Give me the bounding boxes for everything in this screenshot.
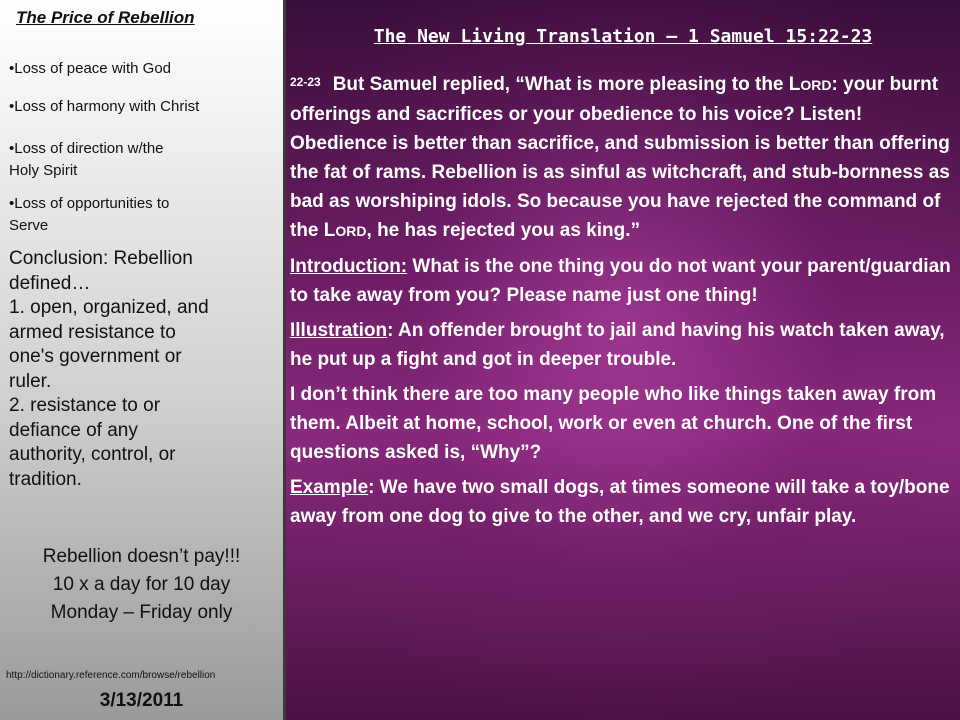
pay-line: Rebellion doesn’t pay!!! <box>42 546 241 567</box>
conclusion-line: ruler. <box>9 370 52 392</box>
introduction-label: Introduction: <box>290 256 408 277</box>
conclusion-line: defiance of any <box>9 419 138 441</box>
conclusion-line: authority, control, or <box>9 444 176 465</box>
example-text: : We have two small dogs, at times someone will take a toy/bone away from one dog to give to the other, and we cry, unfair play. <box>290 477 950 527</box>
illustration-paragraph <box>290 316 958 374</box>
conclusion-line: 1. open, organized, and <box>9 297 209 318</box>
bullet-direction-cont: Holy Spirit <box>9 162 78 179</box>
scripture-verse <box>290 70 958 246</box>
verse-text: But Samuel replied, “What is more pleasing to the L <box>332 74 801 95</box>
conclusion-line: tradition. <box>9 468 82 490</box>
bullet-opportunities: •Loss of opportunities to <box>9 195 170 212</box>
right-body <box>290 70 958 537</box>
rebellion-pay-block <box>0 543 283 627</box>
commentary-paragraph: I don’t think there are too many people who like things taken away from them. Albeit at home, school, work or even at church. One of the first questions asked is, “Why”? <box>290 384 937 463</box>
bullet-direction: •Loss of direction w/the <box>9 140 164 157</box>
conclusion-line: 2. resistance to or <box>9 395 161 416</box>
bullet-opportunities-cont: Serve <box>9 217 49 234</box>
verse-lord: ORD <box>335 223 367 239</box>
conclusion-block <box>9 247 279 492</box>
conclusion-line: one's government or <box>9 346 182 367</box>
example-paragraph <box>290 473 958 531</box>
bullet-peace: •Loss of peace with God <box>9 60 172 77</box>
conclusion-line: armed resistance to <box>9 321 176 343</box>
pay-line: 10 x a day for 10 day <box>52 574 231 595</box>
verse-text: : your burnt offerings and sacrifices or your obedience to his voice? Listen! Obedience is better than sacrifice, and submission is better than offering the fat of rams. Rebellion is as sinful as witchcraft, and stub-bornness as bad as worshiping idols. So because you have rejected the command of the L <box>290 74 950 241</box>
left-panel <box>0 0 283 720</box>
conclusion-line: Conclusion: Rebellion <box>9 248 193 269</box>
introduction-paragraph <box>290 252 958 310</box>
conclusion-line: defined… <box>9 272 91 294</box>
illustration-label: Illustration <box>290 320 388 341</box>
illustration-text: : An offender brought to jail and having his watch taken away, he put up a fight and got in deeper trouble. <box>290 320 945 370</box>
scripture-heading: The New Living Translation – 1 Samuel 15:22-23 <box>373 26 873 47</box>
date: 3/13/2011 <box>99 690 184 711</box>
pay-line: Monday – Friday only <box>50 602 233 623</box>
introduction-text: What is the one thing you do not want your parent/guardian to take away from you? Please name just one thing! <box>290 256 951 306</box>
right-panel <box>286 0 960 720</box>
bullet-harmony: •Loss of harmony with Christ <box>9 98 200 115</box>
left-title: The Price of Rebellion <box>16 8 195 27</box>
verse-number: 22-23 <box>290 75 321 89</box>
example-label: Example <box>290 477 369 498</box>
verse-lord: ORD <box>800 77 832 93</box>
verse-text: , he has rejected you as king.” <box>366 220 641 241</box>
reference-url: http://dictionary.reference.com/browse/rebellion <box>6 670 216 681</box>
